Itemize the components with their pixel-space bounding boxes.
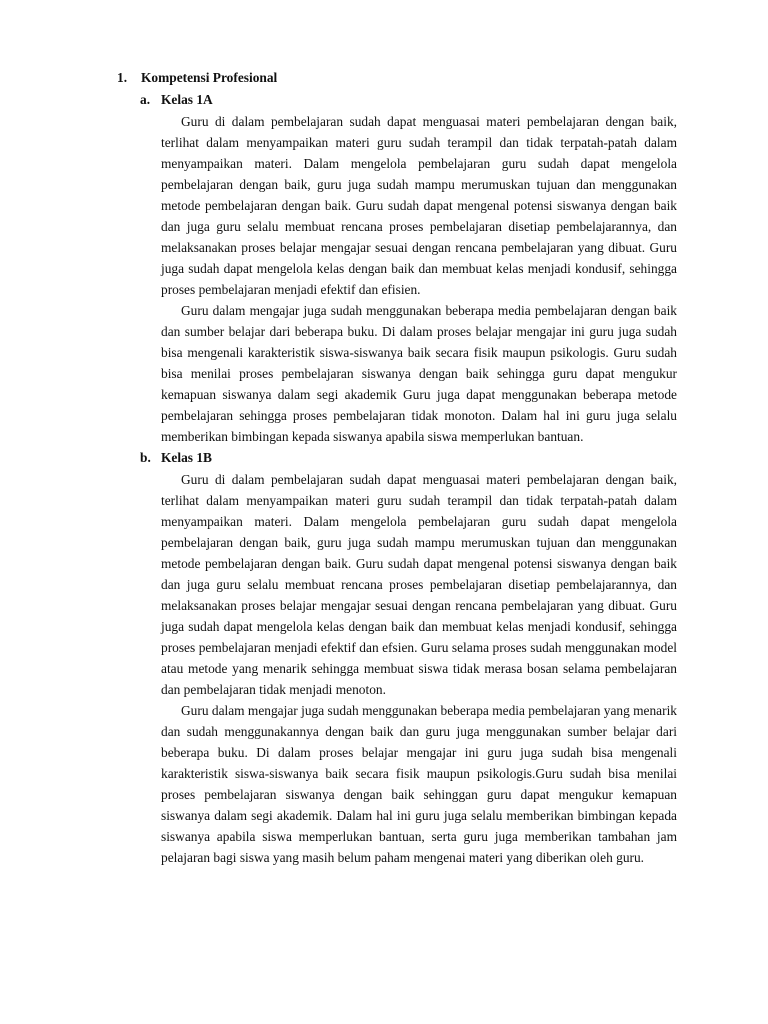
subsection-letter: b. bbox=[140, 450, 151, 465]
section-title: Kompetensi Profesional bbox=[141, 70, 278, 85]
paragraph: Guru di dalam pembelajaran sudah dapat menguasai materi pembelajaran dengan baik, terlihat dalam menyampaikan materi guru sudah terampil dan tidak terpatah-patah dalam menyampaikan materi. Dalam mengelola pembelajaran guru sudah dapat mengelola pembelajaran dengan baik, guru juga sudah mampu merumuskan tujuan dan menggunakan metode pembelajaran dengan baik. Guru sudah dapat mengenal potensi siswanya dengan baik dan juga guru selalu membuat rencana proses pembelajaran disetiap pembelajarannya, dan melaksanakan proses belajar mengajar sesuai dengan rencana pembelajaran yang dibuat. Guru juga sudah dapat mengelola kelas dengan baik dan membuat kelas menjadi kondusif, sehingga proses pembelajaran menjadi efektif dan efisien. bbox=[161, 114, 677, 297]
subsection-letter: a. bbox=[140, 92, 151, 107]
subsection-heading bbox=[140, 447, 768, 469]
section-number: 1. bbox=[117, 70, 128, 85]
subsection-kelas-1b bbox=[0, 447, 768, 868]
section-heading bbox=[117, 67, 768, 89]
subsection-kelas-1a bbox=[0, 89, 768, 447]
subsection-title: Kelas 1A bbox=[161, 92, 213, 107]
paragraph: Guru di dalam pembelajaran sudah dapat menguasai materi pembelajaran dengan baik, terlihat dalam menyampaikan materi guru sudah terampil dan tidak terpatah-patah dalam menyampaikan materi. Dalam mengelola pembelajaran guru sudah dapat mengelola pembelajaran dengan baik, guru juga sudah mampu merumuskan tujuan dan menggunakan metode pembelajaran dengan baik. Guru sudah dapat mengenal potensi siswanya dengan baik dan juga guru selalu membuat rencana proses pembelajaran disetiap pembelajarannya, dan melaksanakan proses belajar mengajar sesuai dengan rencana pembelajaran yang dibuat. Guru juga sudah dapat mengelola kelas dengan baik dan membuat kelas menjadi kondusif, sehingga proses pembelajaran menjadi efektif dan efsien. Guru selama proses sudah menggunakan model atau metode yang menarik sehingga membuat siswa tidak merasa bosan selama pembelajaran dan pembelajaran tidak menjadi menoton. bbox=[161, 472, 677, 697]
paragraph: Guru dalam mengajar juga sudah menggunakan beberapa media pembelajaran dengan baik dan sumber belajar dari beberapa buku. Di dalam proses belajar mengajar ini guru juga sudah bisa mengenali karakteristik siswa-siswanya baik secara fisik maupun psikologis. Guru sudah bisa menilai proses pembelajaran siswanya dengan baik sehingga guru dapat mengukur kemapuan siswanya dalam segi akademik Guru juga dapat menggunakan beberapa metode pembelajaran sehingga proses pembelajaran tidak monoton. Dalam hal ini guru juga selalu memberikan bimbingan kepada siswanya apabila siswa memperlukan bantuan. bbox=[161, 303, 677, 444]
subsection-title: Kelas 1B bbox=[161, 450, 212, 465]
subsection-heading bbox=[140, 89, 768, 111]
paragraph: Guru dalam mengajar juga sudah menggunakan beberapa media pembelajaran yang menarik dan sudah menggunakannya dengan baik dan guru juga menggunakan sumber belajar dari beberapa buku. Di dalam proses belajar mengajar ini guru juga sudah bisa mengenali karakteristik siswa-siswanya baik secara fisik maupun psikologis.Guru sudah bisa menilai proses pembelajaran siswanya dengan baik sehinggan guru dapat mengukur kemapuan siswanya dalam segi akademik. Dalam hal ini guru juga selalu memberikan bimbingan kepada siswanya apabila siswa memperlukan bantuan, serta guru juga memberikan tambahan jam pelajaran bagi siswa yang masih belum paham mengenai materi yang diberikan oleh guru. bbox=[161, 703, 677, 865]
